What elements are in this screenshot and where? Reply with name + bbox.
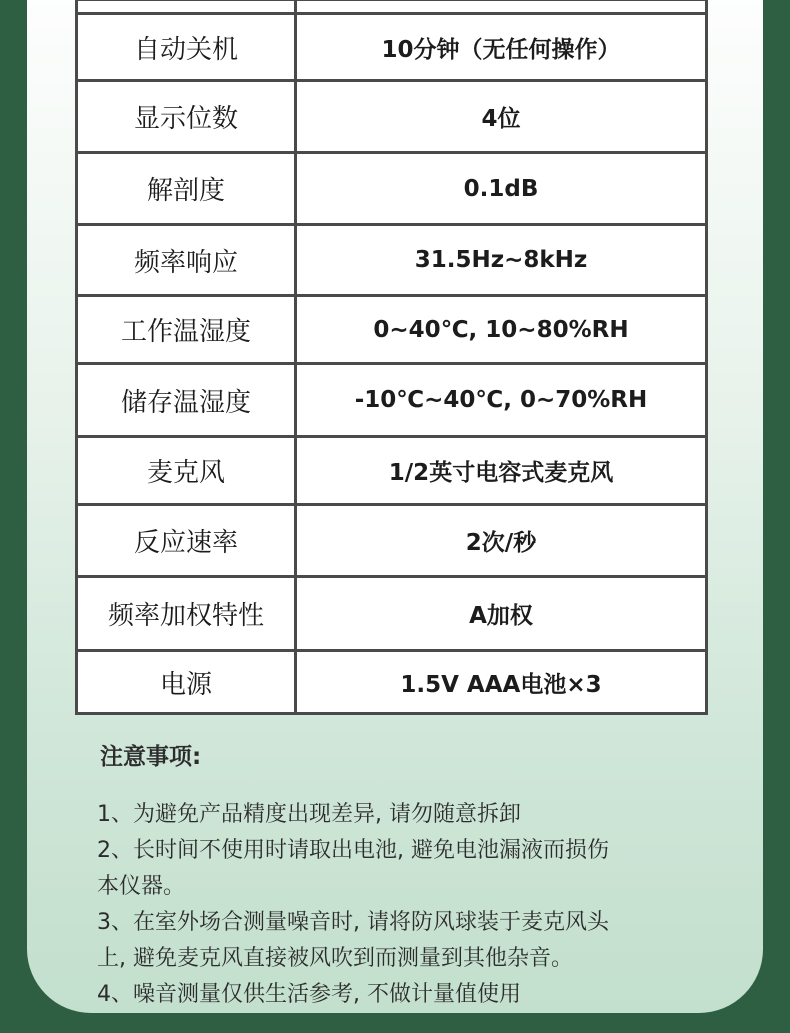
table-row bbox=[77, 225, 707, 296]
note-line: 2、长时间不使用时请取出电池, 避免电池漏液而损伤 bbox=[97, 838, 609, 863]
spec-value: A加权 bbox=[296, 577, 707, 651]
spec-value: 2次/秒 bbox=[296, 505, 707, 577]
spec-value: 1.5V AAA电池×3 bbox=[296, 651, 707, 714]
spec-label: 频率响应 bbox=[77, 225, 296, 296]
spec-value: 0~40℃, 10~80%RH bbox=[296, 296, 707, 364]
spec-label: 工作温湿度 bbox=[77, 296, 296, 364]
notes-section bbox=[97, 738, 697, 1013]
spec-label: 反应速率 bbox=[77, 505, 296, 577]
spec-value: -10℃~40℃, 0~70%RH bbox=[296, 364, 707, 437]
table-row bbox=[77, 81, 707, 153]
spec-table bbox=[75, 0, 708, 715]
note-line: 3、在室外场合测量噪音时, 请将防风球装于麦克风头 bbox=[97, 910, 609, 935]
spec-label: 频率加权特性 bbox=[77, 577, 296, 651]
notes-title: 注意事项: bbox=[100, 744, 202, 770]
spec-label: 自动关机 bbox=[77, 14, 296, 81]
spec-label: 解剖度 bbox=[77, 153, 296, 225]
table-row bbox=[77, 0, 707, 14]
note-line: 本仪器。 bbox=[97, 874, 186, 899]
table-row bbox=[77, 153, 707, 225]
spec-label: 储存温湿度 bbox=[77, 364, 296, 437]
spec-label bbox=[77, 0, 296, 14]
table-row bbox=[77, 651, 707, 714]
spec-value: 0.1dB bbox=[296, 153, 707, 225]
table-row bbox=[77, 364, 707, 437]
spec-value: 1/2英寸电容式麦克风 bbox=[296, 437, 707, 505]
note-line: 1、为避免产品精度出现差异, 请勿随意拆卸 bbox=[97, 802, 521, 827]
note-line: 上, 避免麦克风直接被风吹到而测量到其他杂音。 bbox=[97, 946, 573, 971]
spec-value: 4位 bbox=[296, 81, 707, 153]
spec-label: 麦克风 bbox=[77, 437, 296, 505]
spec-label: 电源 bbox=[77, 651, 296, 714]
table-row bbox=[77, 577, 707, 651]
spec-value bbox=[296, 0, 707, 14]
table-row bbox=[77, 296, 707, 364]
table-row bbox=[77, 505, 707, 577]
note-line: 4、噪音测量仅供生活参考, 不做计量值使用 bbox=[97, 982, 521, 1007]
table-row bbox=[77, 14, 707, 81]
spec-label: 显示位数 bbox=[77, 81, 296, 153]
spec-value: 10分钟（无任何操作） bbox=[296, 14, 707, 81]
spec-value: 31.5Hz~8kHz bbox=[296, 225, 707, 296]
table-row bbox=[77, 437, 707, 505]
